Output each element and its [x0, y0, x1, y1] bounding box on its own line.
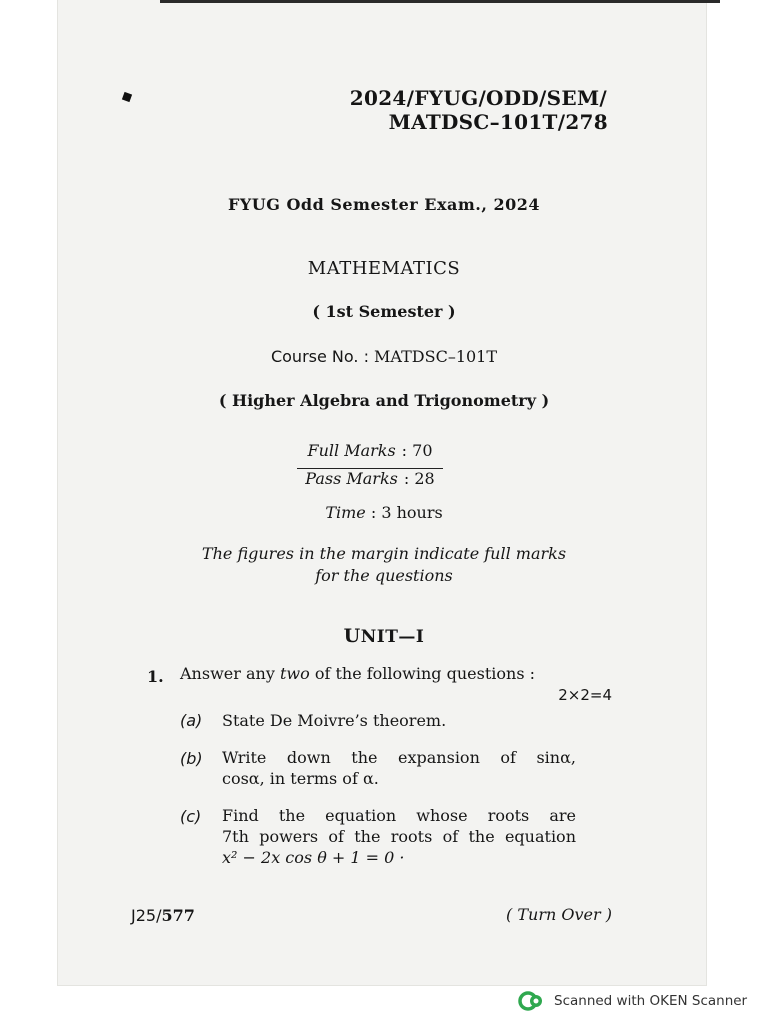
- course-number: [0, 347, 768, 366]
- note-line-1: The figures in the margin indicate full marks: [201, 544, 567, 563]
- unit-heading-cap: U: [343, 625, 361, 647]
- time-value: : 3 hours: [370, 503, 443, 522]
- full-marks-label: Full Marks: [307, 441, 396, 460]
- pass-marks-label: Pass Marks: [305, 469, 398, 488]
- scan-edge-line: [160, 0, 720, 3]
- part-b-line-1: Write down the expansion of sinα,: [222, 748, 576, 767]
- part-c-line-1: Find the equation whose roots are: [222, 806, 576, 825]
- marks-block: [297, 441, 443, 495]
- footer-code-number: 577: [161, 906, 195, 925]
- course-code: MATDSC–101T: [374, 347, 498, 366]
- semester-label: ( 1st Semester ): [312, 302, 456, 321]
- part-b-line-2: cosα, in terms of α.: [222, 769, 379, 788]
- note-line-2: for the questions: [315, 566, 453, 585]
- question-marks: 2×2=4: [558, 686, 612, 704]
- oken-logo-icon: [518, 991, 544, 1011]
- unit-heading-rest: NIT—I: [360, 627, 425, 647]
- time-allowed: [0, 503, 768, 522]
- part-c-line-2: 7th powers of the roots of the equation: [222, 827, 576, 846]
- footer-code: [131, 906, 195, 925]
- paper-title: ( Higher Algebra and Trigonometry ): [218, 391, 550, 410]
- footer-code-prefix: J25/: [131, 906, 162, 925]
- part-a-text: State De Moivre’s theorem.: [222, 711, 447, 730]
- part-c-text: [222, 805, 576, 868]
- question-text-a: Answer any: [180, 664, 275, 683]
- unit-heading: [0, 625, 768, 647]
- question-text: [180, 664, 535, 683]
- course-label: Course No. :: [270, 347, 369, 366]
- question-number: 1.: [147, 667, 164, 686]
- question-text-c: of the following questions :: [314, 664, 536, 683]
- scanner-watermark: [518, 991, 747, 1011]
- pass-marks: [297, 469, 443, 495]
- part-c-equation: x² − 2x cos θ + 1 = 0 ·: [222, 848, 405, 867]
- question-text-emph: two: [279, 664, 310, 683]
- part-c-label: (c): [180, 807, 202, 826]
- turn-over-note: ( Turn Over ): [506, 905, 612, 924]
- instructions-note: [0, 543, 768, 587]
- part-b-text: [222, 747, 576, 789]
- time-label: Time: [325, 503, 366, 522]
- paper-code-line-2: MATDSC–101T/278: [388, 110, 608, 134]
- scanner-text: Scanned with OKEN Scanner: [554, 993, 748, 1009]
- full-marks-value: : 70: [401, 441, 433, 460]
- part-a-label: (a): [180, 711, 203, 730]
- part-b-label: (b): [180, 749, 203, 768]
- subject-title: MATHEMATICS: [307, 258, 461, 279]
- pass-marks-value: : 28: [403, 469, 435, 488]
- paper-code-line-1: 2024/FYUG/ODD/SEM/: [349, 86, 607, 110]
- exam-title: FYUG Odd Semester Exam., 2024: [227, 195, 541, 214]
- full-marks: [297, 441, 443, 467]
